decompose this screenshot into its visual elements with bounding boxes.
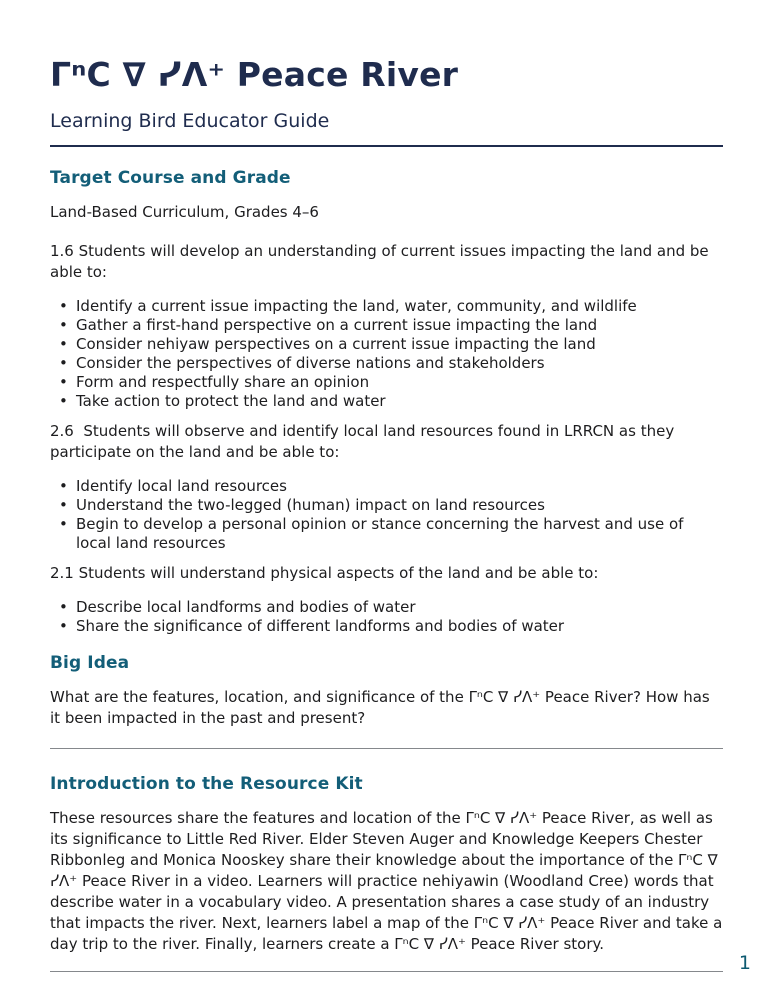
outcome-intro-1-6: 1.6 Students will develop an understanding of current issues impacting the land and be able to:	[50, 242, 714, 281]
outcome-2-1-bullets	[50, 598, 723, 636]
page-number: 1	[738, 952, 751, 974]
section-divider	[50, 748, 723, 749]
list-item: • Understand the two-legged (human) impact on land resources	[50, 496, 723, 515]
list-item: • Identify a current issue impacting the land, water, community, and wildlife	[50, 297, 723, 316]
list-item: • Consider the perspectives of diverse nations and stakeholders	[50, 354, 723, 373]
section-heading-target-course: Target Course and Grade	[50, 168, 291, 188]
list-item: • Begin to develop a personal opinion or stance concerning the harvest and use of local land resources	[50, 515, 723, 553]
section-heading-introduction: Introduction to the Resource Kit	[50, 774, 363, 794]
list-item: • Take action to protect the land and water	[50, 392, 723, 411]
footer-divider	[50, 971, 723, 972]
list-item: • Form and respectfully share an opinion	[50, 373, 723, 392]
section-heading-big-idea: Big Idea	[50, 653, 130, 673]
list-item: • Describe local landforms and bodies of water	[50, 598, 723, 617]
outcome-intro-2-6: 2.6 Students will observe and identify local land resources found in LRRCN as they participate on the land and be able to:	[50, 422, 679, 461]
big-idea-text: What are the features, location, and significance of the ΓⁿC ∇ ᓯΛ⁺ Peace River? How has it been impacted in the past and present?	[50, 688, 715, 727]
outcome-2-6-bullets	[50, 477, 723, 553]
list-item: • Consider nehiyaw perspectives on a current issue impacting the land	[50, 335, 723, 354]
header-rule	[50, 145, 723, 147]
introduction-text: These resources share the features and location of the ΓⁿC ∇ ᓯΛ⁺ Peace River, as well as its significance to Little Red River. Elder Steven Auger and Knowledge Keepers Chester Ribbonleg and Monica Nooskey share their knowledge about the importance of the ΓⁿC ∇ ᓯΛ⁺ Peace River in a video. Learners will practice nehiyawin (Woodland Cree) words that describe water in a vocabulary video. A presentation shares a case study of an industry that impacts the river. Next, learners label a map of the ΓⁿC ∇ ᓯΛ⁺ Peace River and take a day trip to the river. Finally, learners create a ΓⁿC ∇ ᓯΛ⁺ Peace River story.	[50, 809, 728, 953]
page-subtitle: Learning Bird Educator Guide	[50, 110, 330, 132]
list-item: • Share the significance of different landforms and bodies of water	[50, 617, 723, 636]
list-item: • Gather a first-hand perspective on a current issue impacting the land	[50, 316, 723, 335]
outcome-intro-2-1: 2.1 Students will understand physical aspects of the land and be able to:	[50, 564, 599, 582]
list-item: • Identify local land resources	[50, 477, 723, 496]
page-title: ΓⁿC ∇ ᓯΛ⁺ Peace River	[50, 55, 459, 94]
page-footer	[739, 952, 751, 974]
course-grade-line: Land-Based Curriculum, Grades 4–6	[50, 203, 319, 221]
outcome-1-6-bullets	[50, 297, 723, 411]
